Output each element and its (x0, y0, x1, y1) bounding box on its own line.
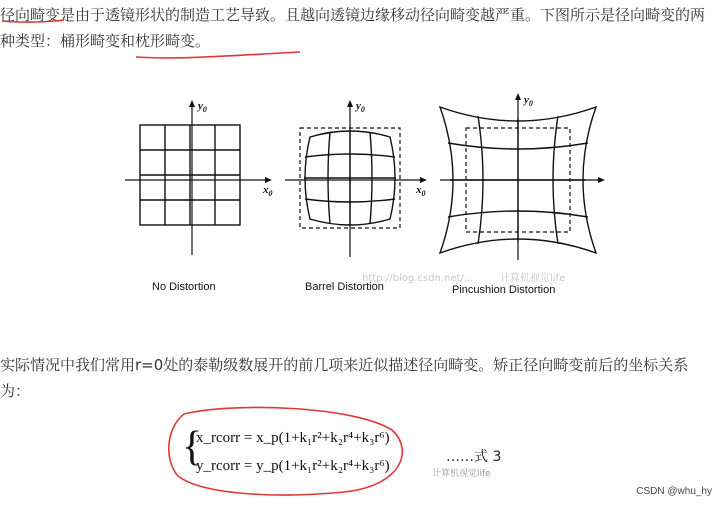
y-axis-label-2: $y_0$ (356, 100, 365, 114)
no-distortion-diagram (125, 100, 273, 293)
figure-watermark-brand: 计算机视觉life (500, 273, 566, 284)
formula-line-x: x_rcorr = x_p(1+k₁r²+k₂r⁴+k₃r⁶) (196, 430, 390, 446)
intro-paragraph: 径向畸变是由于透镜形状的制造工艺导致。且越向透镜边缘移动径向畸变越严重。下图所示是径向畸变的两种类型：桶形畸变和枕形畸变。 (0, 6, 706, 50)
caption-pincushion-distortion: Pincushion Distortion (452, 284, 556, 296)
barrel-distortion-diagram (285, 100, 427, 293)
caption-barrel-distortion: Barrel Distortion (305, 281, 384, 293)
pincushion-distortion-diagram (440, 93, 605, 296)
y-axis-label-3: $y_0$ (524, 94, 533, 108)
x-axis-label-2: $x_0$ (416, 184, 426, 198)
x-axis-label-1: $x_0$ (263, 184, 273, 198)
formula-watermark: 计算机视觉life (432, 469, 491, 479)
taylor-paragraph: 实际情况中我们常用r=0处的泰勒级数展开的前几项来近似描述径向畸变。矫正径向畸变前后的坐标关系为： (0, 356, 689, 400)
figure-watermark-url: http://blog.csdn.net/... (362, 273, 474, 284)
distortion-figure (100, 85, 620, 305)
equation-number: ……式 3 (446, 449, 502, 465)
radial-distortion-formula (178, 412, 418, 492)
caption-no-distortion: No Distortion (152, 281, 216, 293)
csdn-footer: CSDN @whu_hy (636, 486, 712, 497)
formula-brace: { (182, 424, 203, 470)
formula-line-y: y_rcorr = y_p(1+k₁r²+k₂r⁴+k₃r⁶) (196, 458, 390, 474)
y-axis-label-1: $y_0$ (198, 100, 207, 114)
